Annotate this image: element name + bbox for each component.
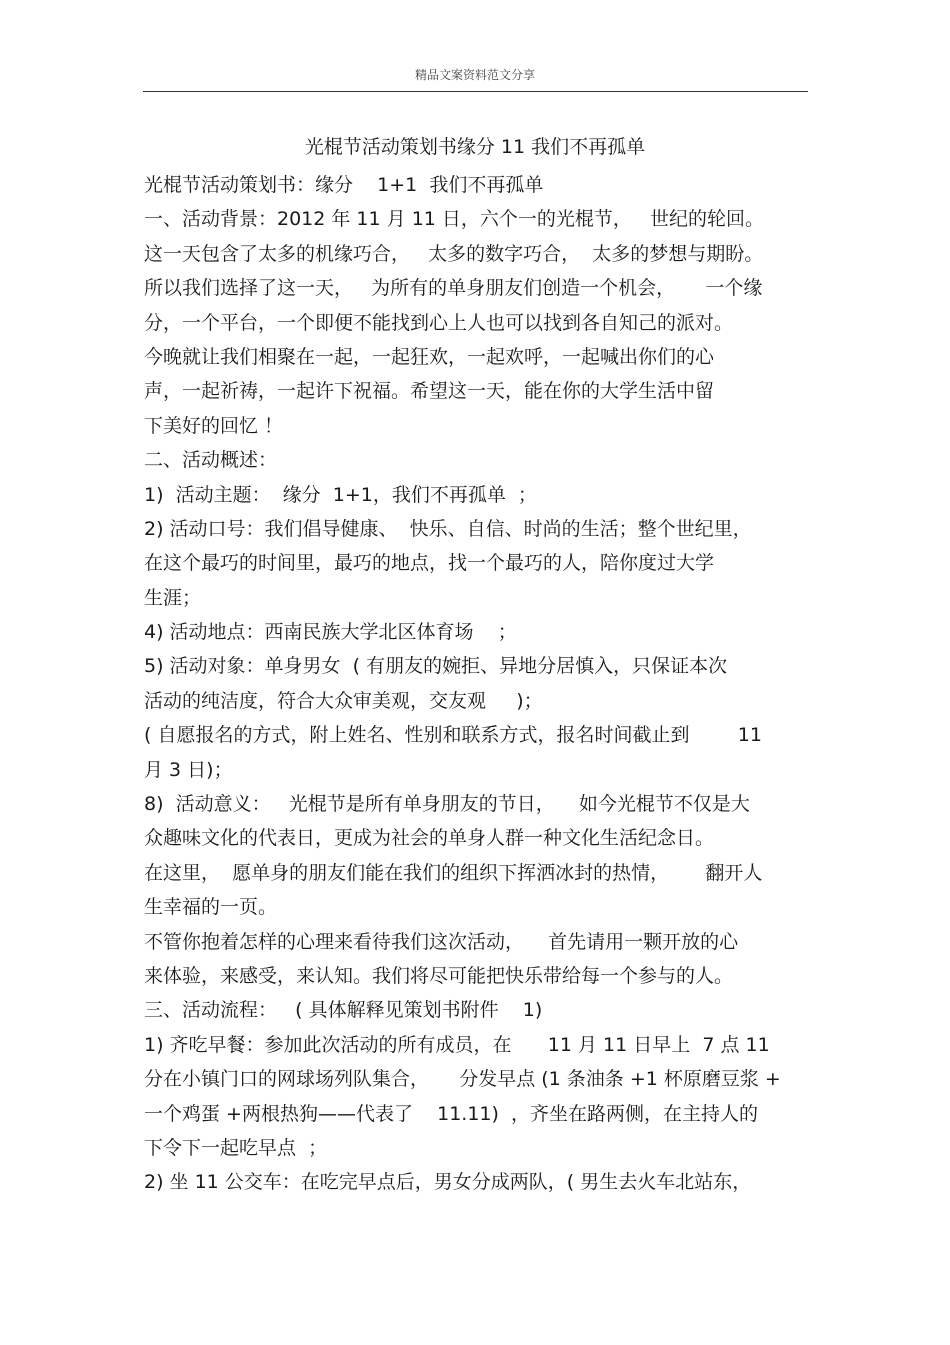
text-line: 1) 活动主题： 缘分 1+1，我们不再孤单 ；	[144, 483, 537, 506]
text-line: 二、活动概述：	[144, 449, 278, 472]
text-line: 不管你抱着怎样的心理来看待我们这次活动， 首先请用一颗开放的心	[144, 930, 739, 953]
document-title: 光棍节活动策划书缘分 11 我们不再孤单	[304, 136, 646, 158]
text-line: 光棍节活动策划书：缘分 1+1 我们不再孤单	[144, 174, 544, 196]
text-line: 月 3 日)；	[144, 758, 233, 781]
text-line: 1) 齐吃早餐：参加此次活动的所有成员，在 11 月 11 日早上 7 点 11	[144, 1033, 770, 1056]
text-line: 一个鸡蛋 +两根热狗——代表了 11.11) ，齐坐在路两侧，在主持人的	[144, 1102, 759, 1125]
text-line: 分在小镇门口的网球场列队集合， 分发早点 (1 条油条 +1 杯原磨豆浆 +	[144, 1068, 781, 1091]
text-line: 一、活动背景：2012 年 11 月 11 日，六个一的光棍节， 世纪的轮回。	[144, 208, 765, 231]
text-line: 在这里， 愿单身的朋友们能在我们的组织下挥洒冰封的热情， 翻开人	[144, 861, 763, 884]
text-line: 活动的纯洁度，符合大众审美观，交友观 )；	[144, 689, 543, 712]
text-line: 这一天包含了太多的机缘巧合， 太多的数字巧合， 太多的梦想与期盼。	[144, 242, 764, 265]
text-line: 今晚就让我们相聚在一起，一起狂欢，一起欢呼，一起喊出你们的心	[144, 345, 715, 368]
text-line: 众趣味文化的代表日，更成为社会的单身人群一种文化生活纪念日。	[144, 827, 715, 850]
document-body	[144, 168, 812, 1200]
text-line: 5) 活动对象：单身男女 ( 有朋友的婉拒、异地分居慎入，只保证本次	[144, 655, 728, 678]
text-line: 8) 活动意义： 光棍节是所有单身朋友的节日， 如今光棍节不仅是大	[144, 793, 750, 816]
header-divider	[143, 91, 808, 92]
text-line: ( 自愿报名的方式，附上姓名、性别和联系方式，报名时间截止到 11	[144, 724, 762, 747]
page-header: 精品文案资料范文分享	[414, 68, 535, 82]
text-line: 所以我们选择了这一天， 为所有的单身朋友们创造一个机会， 一个缘	[144, 277, 763, 300]
text-line: 生幸福的一页。	[144, 896, 278, 919]
text-line: 三、活动流程： ( 具体解释见策划书附件 1)	[144, 999, 543, 1022]
text-line: 声，一起祈祷，一起许下祝福。希望这一天，能在你的大学生活中留	[144, 380, 715, 403]
text-line: 在这个最巧的时间里，最巧的地点，找一个最巧的人，陪你度过大学	[144, 552, 715, 575]
text-line: 来体验，来感受，来认知。我们将尽可能把快乐带给每一个参与的人。	[144, 964, 734, 987]
text-line: 生涯；	[144, 586, 202, 609]
text-line: 下令下一起吃早点 ；	[144, 1136, 328, 1159]
text-line: 4) 活动地点：西南民族大学北区体育场 ；	[144, 621, 517, 644]
text-line: 分，一个平台，一个即便不能找到心上人也可以找到各自知己的派对。	[144, 311, 734, 334]
text-line: 2) 坐 11 公交车：在吃完早点后，男女分成两队，( 男生去火车北站东，	[144, 1171, 752, 1194]
text-line: 2) 活动口号：我们倡导健康、 快乐、自信、时尚的生活；整个世纪里，	[144, 517, 752, 540]
text-line: 下美好的回忆 ！	[144, 414, 284, 437]
